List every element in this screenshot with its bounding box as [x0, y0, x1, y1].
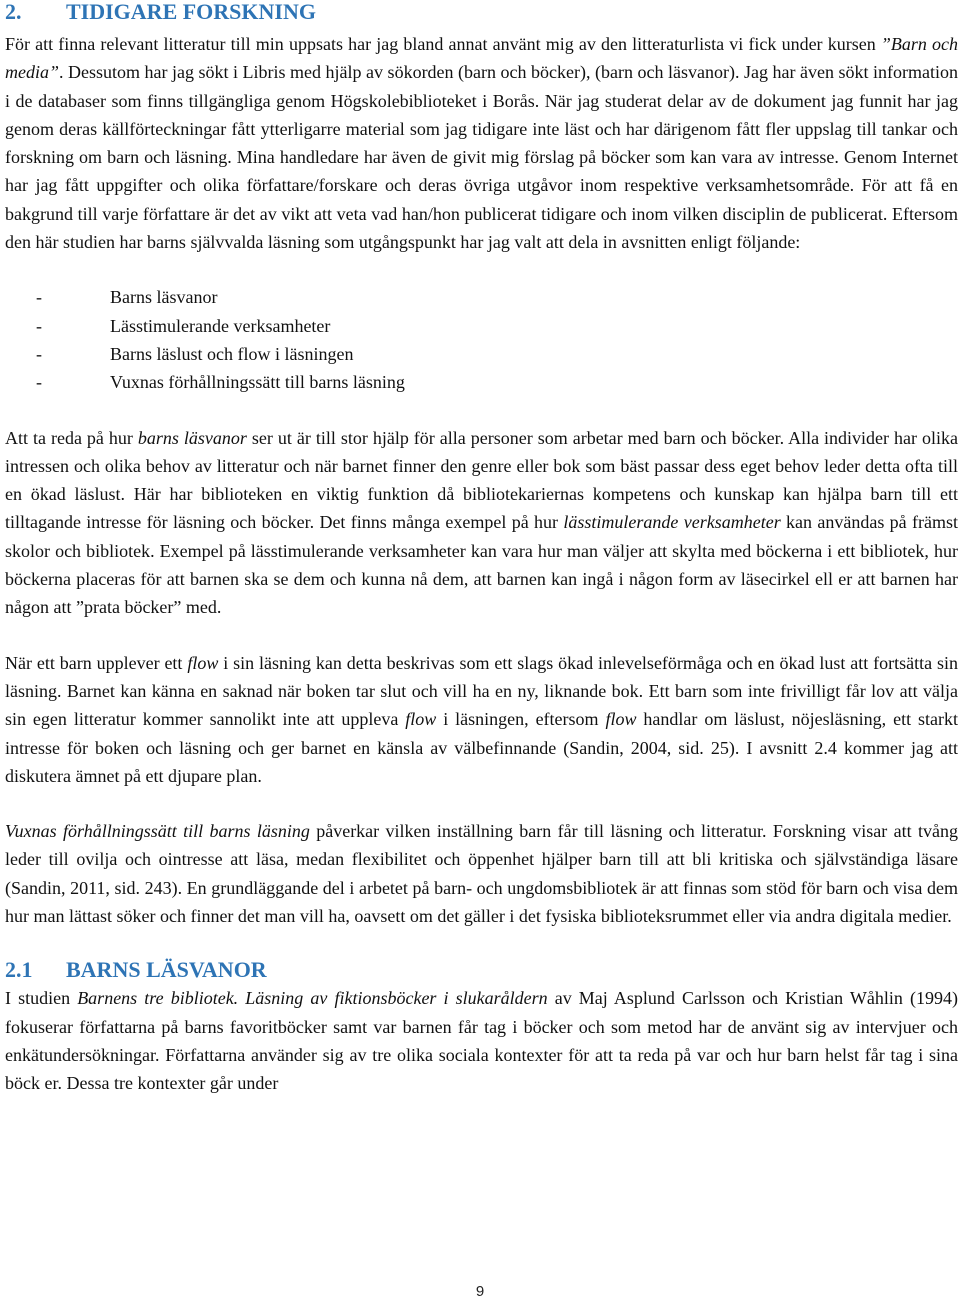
paragraph-text: ser ut är till stor hjälp för alla personer som arbetar med barn och böcker. Alla individer har olika intressen och olika behov av litteratur och när barnet finner den genre eller bok som bäst passar dess eget behov leder detta ofta till en ökad läslust. Här har biblioteken en viktig funktion då bibliotekariernas kompetens och kunskap kan hjälpa barn till ett tilltagande intresse för läsning och böcker. Det finns många exempel på hur [5, 427, 958, 533]
paragraph-text: När ett barn upplever ett [5, 652, 188, 673]
list-item-label: Barns läsvanor [110, 287, 218, 308]
intro-text-1: För att finna relevant litteratur till min uppsats har jag bland annat använt mig av den litteraturlista vi fick under kursen [5, 34, 881, 54]
paragraph-emphasis: lässtimulerande verksamheter [563, 512, 781, 533]
section-heading-barns-lasvanor [5, 958, 958, 982]
paragraph-emphasis: flow [605, 709, 637, 730]
paragraph-text: handlar om läslust, nöjesläsning, ett starkt intresse för boken och läsning och ger barnet en känsla av välbefinnande (Sandin, 2004, sid. 25). I avsnitt 2.4 kommer jag att diskutera ämnet på ett djupare plan. [5, 709, 958, 786]
paragraph-emphasis: flow [405, 709, 437, 730]
list-bullet: - [36, 315, 42, 336]
paragraph-text: Att ta reda på hur [5, 427, 138, 448]
list-item [5, 368, 958, 396]
list-item [5, 312, 958, 340]
section-number: 2. [5, 0, 22, 24]
list-bullet: - [36, 287, 42, 308]
paragraph-text: i läsningen, eftersom [436, 709, 606, 730]
intro-paragraph [5, 30, 958, 256]
list-item-label: Lässtimulerande verksamheter [110, 315, 331, 336]
section-title: BARNS LÄSVANOR [66, 957, 267, 983]
paragraph-flow [5, 649, 958, 790]
paragraph-text: i sin läsning kan detta beskrivas som ett slags ökad inlevelseförmåga och en ökad lust att fortsätta sin läsning. Barnet kan känna en saknad när boken tar slut och vill ha en ny, liknande bok. Ett barn som inte frivilligt får lov att välja sin egen litteratur kommer sannolikt inte att uppleva [5, 652, 958, 730]
section-heading-tidigare-forskning [5, 0, 958, 24]
list-item [5, 340, 958, 368]
paragraph-vuxnas [5, 817, 958, 930]
paragraph-barnens-tre-bibliotek [5, 984, 958, 1097]
paragraph-emphasis: Vuxnas förhållningssätt till barns läsning [5, 821, 310, 842]
topic-list [5, 283, 958, 396]
list-item-label: Vuxnas förhållningssätt till barns läsning [110, 372, 405, 393]
list-bullet: - [36, 343, 42, 364]
paragraph-text: av Maj Asplund Carlsson och Kristian Wåhlin (1994) fokuserar författarna på barns favoritböcker samt var barnen får tag i böcker och som metod har de använt sig av intervjuer och enkätundersökningar. Författarna använder sig av tre olika sociala kontexter för att ta reda på var och hur barn helst får tag i sina böck er. Dessa tre kontexter går under [5, 988, 958, 1094]
section-number: 2.1 [5, 957, 33, 983]
paragraph-text: I studien [5, 988, 78, 1009]
list-item [5, 283, 958, 311]
list-bullet: - [36, 372, 42, 393]
list-item-label: Barns läslust och flow i läsningen [110, 343, 354, 364]
page-number: 9 [475, 1283, 485, 1300]
intro-text-2: . Dessutom har jag sökt i Libris med hjälp av sökorden (barn och böcker), (barn och läsvanor). Jag har även sökt information i de databaser som finns tillgängliga genom Högskolebiblioteket i Borås. När jag studerat delar av de dokument jag funnit har jag genom deras källförteckningar fått ytterligarre material som jag tidigare inte läst och har därigenom fått fler uppslag till tankar och forskning om barn och läsning. Mina handledare har även de givit mig förslag på böcker som kan vara av intresse. Genom Internet har jag fått uppgifter och olika författare/forskare och deras övriga utgåvor inom respektive verksamhetsområde. För att få en bakgrund till varje författare är det av vikt att veta vad han/hon publicerat tidigare och inom vilken disciplin de publicerat. Eftersom den här studien har barns självvalda läsning som utgångspunkt har jag valt att dela in avsnitten enligt följande: [5, 62, 958, 253]
paragraph-text: kan användas på främst skolor och bibliotek. Exempel på lässtimulerande verksamheter kan vara hur man väljer att skylta med böckerna i ett bibliotek, hur böckerna placeras för att barnen ska se dem och kunna nå dem, att barnen kan ingå i någon form av läsecirkel ell er att barnen har någon att ”prata böcker” med. [5, 512, 958, 618]
paragraph-emphasis: Barnens tre bibliotek. Läsning av fiktionsböcker i slukaråldern [77, 988, 548, 1009]
document-page [5, 0, 958, 1098]
section-title: TIDIGARE FORSKNING [66, 0, 316, 24]
paragraph-lasvanor [5, 424, 958, 622]
paragraph-emphasis: flow [187, 652, 219, 673]
paragraph-text: påverkar vilken inställning barn får till läsning och litteratur. Forskning visar att tvång leder till ovilja och ointresse att läsa, medan flexibilitet och öppenhet hjälper barn till att bli kritiska och självständiga läsare (Sandin, 2011, sid. 243). En grundläggande del i arbetet på barn- och ungdomsbibliotek är att finnas som stöd för barn och visa dem hur man lättast söker och finner det man vill ha, oavsett om det gäller i det fysiska biblioteksrummet eller via andra digitala medier. [5, 821, 958, 927]
intro-course-name: ”Barn och media” [5, 34, 958, 83]
paragraph-emphasis: barns läsvanor [137, 427, 247, 448]
